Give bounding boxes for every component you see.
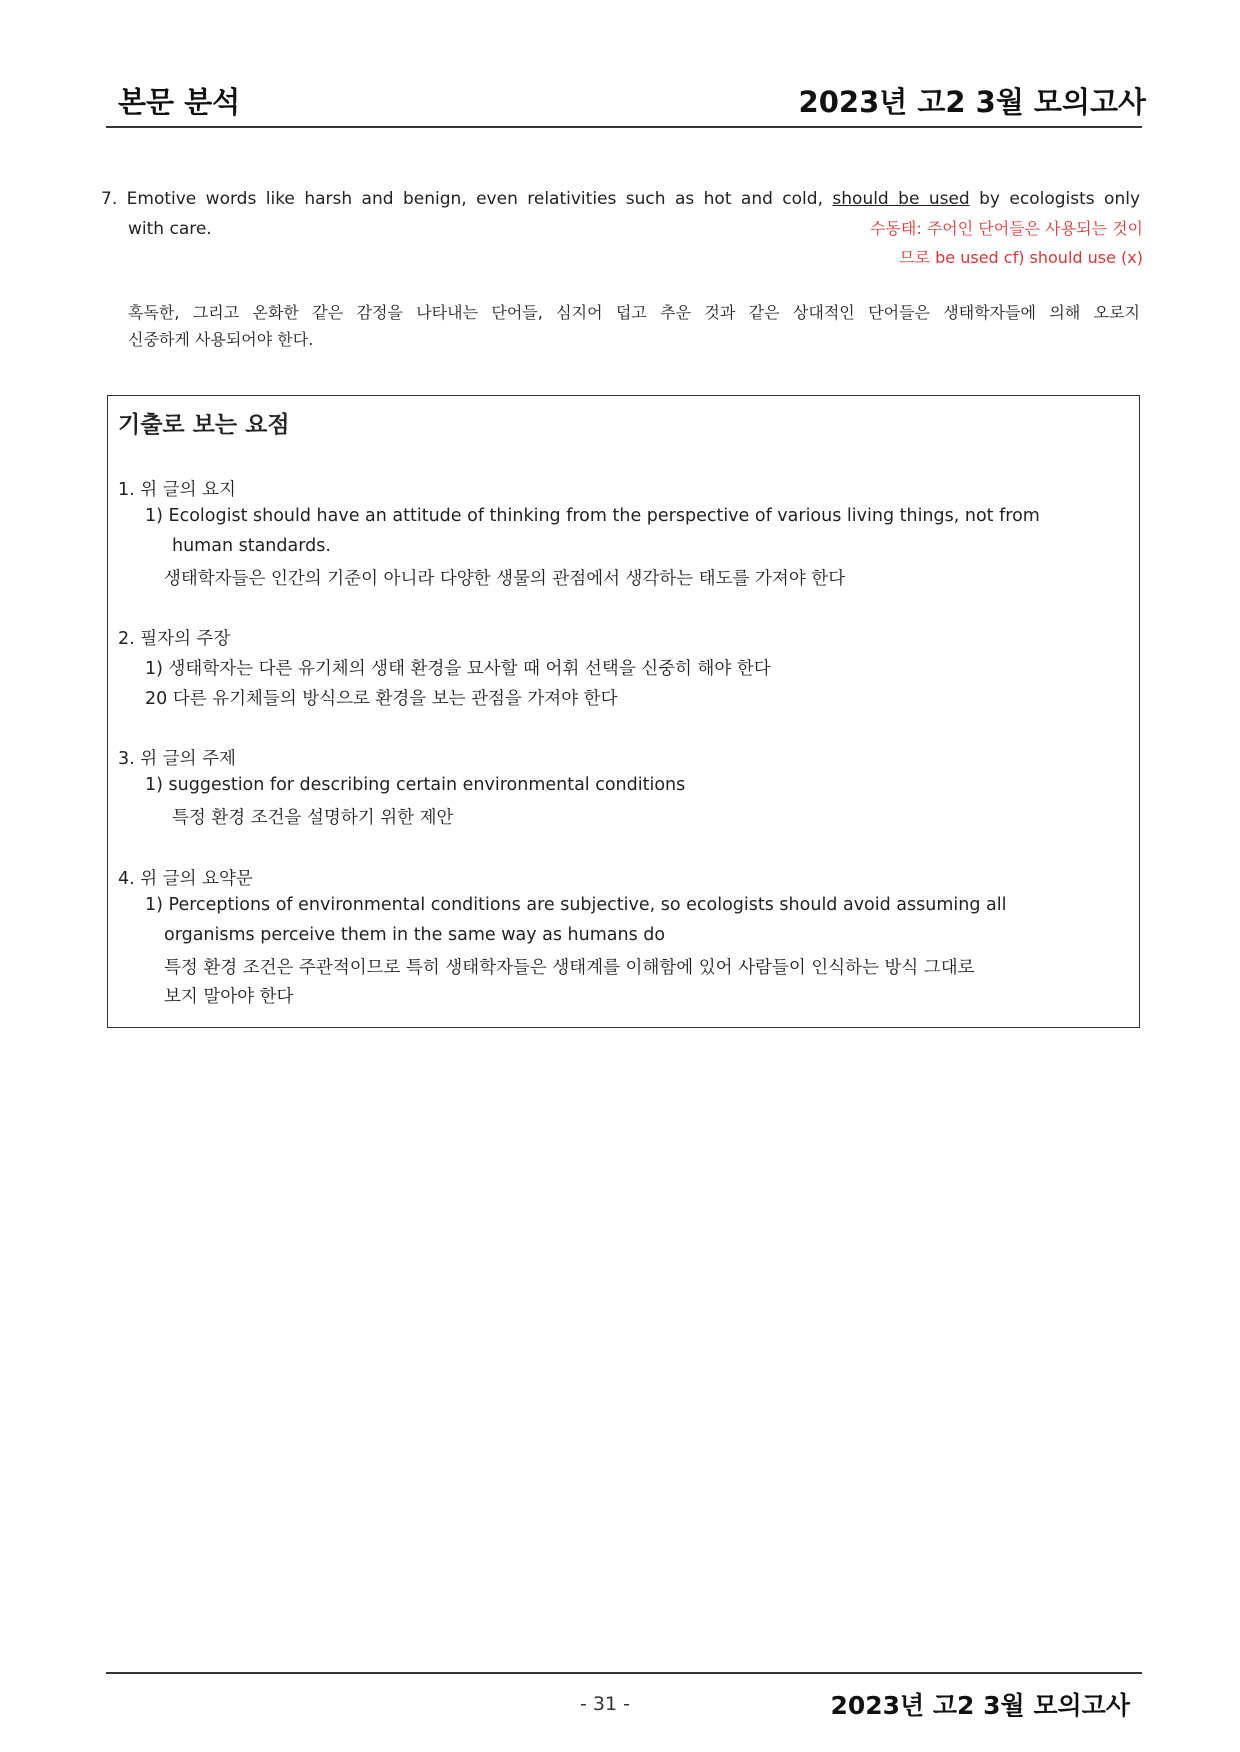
section-3-heading: 3. 위 글의 주제 (118, 749, 236, 769)
header-rule (106, 126, 1142, 128)
underlined-phrase: should be used (832, 189, 970, 209)
section-4-korean-1: 특정 환경 조건은 주관적이므로 특히 생태학자들은 생태계를 이해함에 있어 사람들이 인식하는 방식 그대로 (164, 958, 975, 978)
section-4-english-1: 1) Perceptions of environmental conditions are subjective, so ecologists should avoid assuming all (145, 895, 1007, 915)
grammar-note-line-2: 므로 be used cf) should use (x) (899, 248, 1143, 267)
grammar-note-line-1: 수동태: 주어인 단어들은 사용되는 것이 (869, 219, 1143, 238)
section-3-korean: 특정 환경 조건을 설명하기 위한 제안 (172, 808, 454, 828)
section-2-item-1: 1) 생태학자는 다른 유기체의 생태 환경을 묘사할 때 어휘 선택을 신중히 해야 한다 (145, 659, 771, 679)
section-4-korean-2: 보지 말아야 한다 (164, 987, 294, 1007)
header-section-title: 본문 분석 (118, 85, 241, 119)
section-2-heading: 2. 필자의 주장 (118, 629, 231, 649)
section-2-item-2: 20 다른 유기체들의 방식으로 환경을 보는 관점을 가져야 한다 (145, 689, 618, 709)
section-1-english-1: 1) Ecologist should have an attitude of thinking from the perspective of various living things, not from (145, 506, 1040, 526)
translation-line-2: 신중하게 사용되어야 한다. (128, 330, 314, 349)
translation-line-1: 혹독한, 그리고 온화한 같은 감정을 나타내는 단어들, 심지어 덥고 추운 것과 같은 상대적인 단어들은 생태학자들에 의해 오로지 (128, 303, 1140, 322)
header-exam-title: 2023년 고2 3월 모의고사 (798, 85, 1146, 119)
page-number: - 31 - (580, 1693, 630, 1715)
footer-exam-title: 2023년 고2 3월 모의고사 (830, 1691, 1130, 1720)
section-1-english-2: human standards. (172, 536, 331, 556)
section-4-heading: 4. 위 글의 요약문 (118, 869, 253, 889)
sentence-text-after: by ecologists only (979, 189, 1141, 209)
sentence-line-2: with care. (128, 219, 212, 239)
sentence-number: 7. (101, 189, 118, 209)
sentence-line-1 (101, 184, 1140, 214)
sentence-text-before: Emotive words like harsh and benign, even relativities such as hot and cold, (126, 189, 823, 209)
box-title: 기출로 보는 요점 (118, 412, 290, 438)
section-3-english: 1) suggestion for describing certain environmental conditions (145, 775, 686, 795)
key-points-box (107, 395, 1140, 1028)
section-1-korean: 생태학자들은 인간의 기준이 아니라 다양한 생물의 관점에서 생각하는 태도를 가져야 한다 (164, 569, 846, 589)
footer-rule (106, 1672, 1142, 1674)
section-1-heading: 1. 위 글의 요지 (118, 480, 236, 500)
section-4-english-2: organisms perceive them in the same way as humans do (164, 925, 666, 945)
